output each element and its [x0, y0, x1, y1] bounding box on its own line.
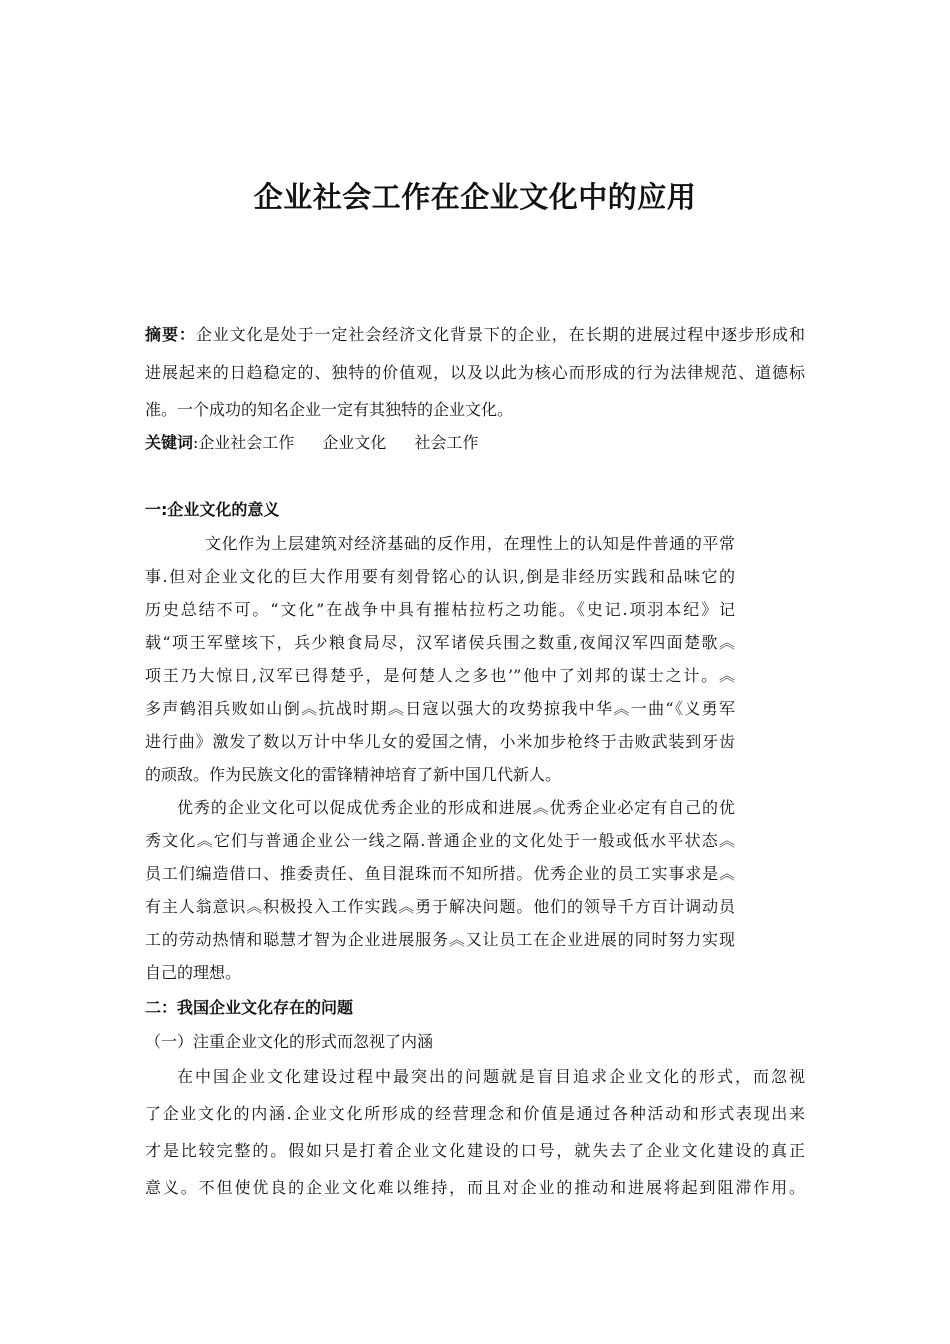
- abstract-text: 企业文化是处于一定社会经济文化背景下的企业，在长期的进展过程中逐步形成和: [195, 325, 805, 344]
- paragraph-line: 在中国企业文化建设过程中最突出的问题就是盲目追求企业文化的形式，而忽视: [177, 1067, 805, 1086]
- paragraph-line: 工的劳动热情和聪慧才智为企业进展服务︽又让员工在企业进展的同时努力实现: [145, 930, 735, 949]
- keyword-item: 企业社会工作: [198, 433, 295, 452]
- paragraph-line: 才是比较完整的。假如只是打着企业文化建设的口号，就失去了企业文化建设的真正: [145, 1141, 805, 1160]
- keyword-item: 社会工作: [414, 433, 479, 452]
- paragraph-line: 有主人翁意识︽积极投入工作实践︽勇于解决问题。他们的领导千方百计调动员: [145, 897, 735, 916]
- paragraph-line: 了企业文化的内涵.企业文化所形成的经营理念和价值是通过各种活动和形式表现出来: [145, 1104, 805, 1123]
- document-title: 企业社会工作在企业文化中的应用: [253, 180, 697, 214]
- paragraph-line: 自己的理想。: [145, 963, 242, 982]
- abstract-line-2: 进展起来的日趋稳定的、独特的价值观，以及以此为核心而形成的行为法律规范、道德标: [145, 363, 805, 382]
- paragraph-line: 事.但对企业文化的巨大作用要有刻骨铭心的认识,倒是非经历实践和品味它的: [145, 567, 735, 586]
- paragraph-line: 秀文化︽它们与普通企业公一线之隔.普通企业的文化处于一般或低水平状态︽: [145, 831, 735, 850]
- abstract-line-3: 准。一个成功的知名企业一定有其独特的企业文化。: [145, 400, 514, 419]
- paragraph-line: 优秀的企业文化可以促成优秀企业的形成和进展︽优秀企业必定有自己的优: [177, 798, 735, 817]
- keyword-item: 企业文化: [322, 433, 387, 452]
- paragraph-line: 历史总结不可。“文化”在战争中具有摧枯拉朽之功能。《史记.项羽本纪》记: [145, 600, 735, 619]
- keywords-colon: :: [193, 433, 199, 452]
- paragraph-line: 的顽敌。作为民族文化的雷锋精神培育了新中国几代新人。: [145, 765, 562, 784]
- paragraph-line: 文化作为上层建筑对经济基础的反作用，在理性上的认知是件普通的平常: [205, 534, 735, 553]
- abstract-line-1: [145, 325, 805, 345]
- paragraph-line: 进行曲》激发了数以万计中华儿女的爱国之情，小米加步枪终于击败武装到牙齿: [145, 732, 735, 751]
- paragraph-line: 员工们编造借口、推委责任、鱼目混珠而不知所措。优秀企业的员工实事求是︽: [145, 864, 735, 883]
- section-1-heading: 一:企业文化的意义: [145, 500, 280, 519]
- section-2-heading: 二：我国企业文化存在的问题: [145, 998, 354, 1017]
- keywords-label: 关键词: [145, 433, 194, 452]
- keywords-line: [145, 433, 478, 453]
- paragraph-line: 载“项王军壁垓下，兵少粮食局尽，汉军诸侯兵围之数重,夜闻汉军四面楚歌︽: [145, 633, 735, 652]
- abstract-label: 摘要：: [145, 325, 196, 344]
- subsection-heading: （一）注重企业文化的形式而忽视了内涵: [145, 1032, 434, 1051]
- paragraph-line: 意义。不但使优良的企业文化难以维持，而且对企业的推动和进展将起到阻滞作用。: [145, 1178, 805, 1197]
- paragraph-line: 项王乃大惊日,汉军已得楚乎，是何楚人之多也’”他中了刘邦的谋士之计。︽: [145, 666, 735, 685]
- paragraph-line: 多声鹤泪兵败如山倒︽抗战时期︽日寇以强大的攻势掠我中华︽一曲“《义勇军: [145, 699, 735, 718]
